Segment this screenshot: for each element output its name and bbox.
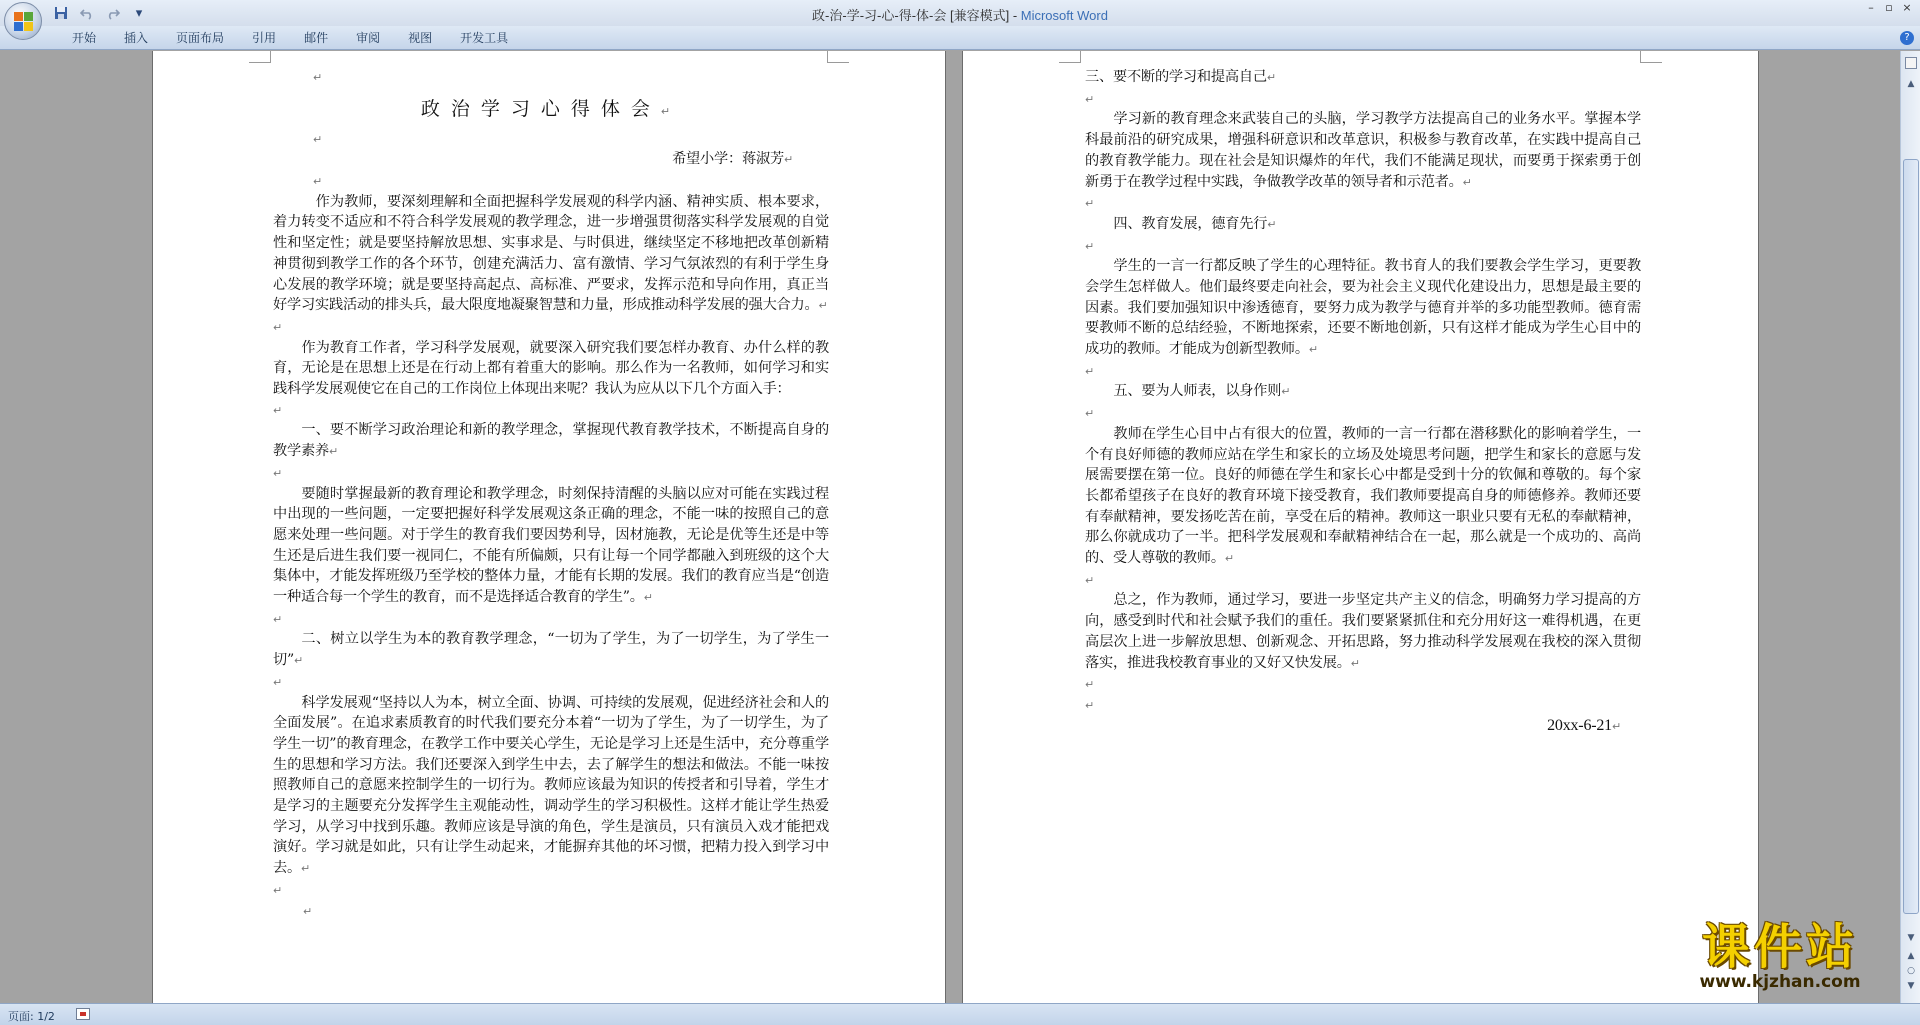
margin-corner-mark: [1059, 51, 1081, 63]
empty-paragraph: ↵: [273, 403, 283, 417]
tab-page-layout[interactable]: 页面布局: [176, 31, 225, 45]
empty-paragraph: ↵: [313, 132, 323, 146]
window-controls: [1864, 2, 1914, 16]
ruler-toggle-icon[interactable]: [1905, 57, 1917, 69]
author-line: 希望小学：蒋淑芳↵: [672, 151, 793, 168]
restore-icon[interactable]: ▫: [1885, 1, 1893, 14]
document-date: 20xx-6-21↵: [1547, 716, 1621, 734]
body-paragraph: 科学发展观“坚持以人为本，树立全面、协调、可持续的发展观，促进经济社会和人的全面发展”。在追求素质教育的时代我们要充分本着“一切为了学生，为了一切学生，为了学生一切”的教育理念，在教学工作中要关心学生，无论是学习上还是生活中，充分尊重学生的思想和学习方法。我们还要深入到学生中去，去了解学生的想法和做法。不能一味按照教师自己的意愿来控制学生的一切行为。教师应该最为知识的传授者和引导着，学生才是学习的主题要充分发挥学生主观能动性，调动学生的学习积极性。这样才能让学生热爱学习，从学习中找到乐趣。教师应该是导演的角色，学生是演员，只有演员入戏才能把戏演好。学习就是如此，只有让学生动起来，才能摒弃其他的坏习惯，把精力投入到学习中去。↵: [273, 694, 829, 877]
body-paragraph: 学生的一言一行都反映了学生的心理特征。教书育人的我们要教会学生学习，更要教会学生怎样做人。他们最终要走向社会，要为社会主义现代化建设出力，思想是最主要的因素。我们要加强知识中渗透德育，要努力成为教学与德育并举的多功能型教师。德育需要教师不断的总结经验，不断地探索，还要不断地创新，只有这样才能成为学生心目中的成功的教师。才能成为创新型教师。↵: [1085, 258, 1641, 358]
empty-paragraph: ↵: [1085, 239, 1095, 253]
watermark-url: www.kjzhan.com: [1699, 972, 1861, 992]
empty-paragraph: ↵: [313, 175, 323, 189]
page-1[interactable]: [152, 51, 946, 1003]
tab-mailings[interactable]: 邮件: [304, 31, 329, 45]
margin-corner-mark: [827, 51, 849, 63]
section-heading: 三、要不断的学习和提高自己↵: [1085, 69, 1276, 85]
vertical-scrollbar[interactable]: [1900, 51, 1920, 1003]
empty-paragraph: ↵: [303, 904, 313, 918]
app-name: Microsoft Word: [1020, 8, 1108, 23]
help-icon[interactable]: ?: [1900, 31, 1914, 45]
tab-review[interactable]: 审阅: [356, 31, 381, 45]
empty-paragraph: ↵: [1085, 197, 1095, 211]
empty-paragraph: ↵: [1085, 407, 1095, 421]
minimize-icon[interactable]: –: [1868, 1, 1874, 14]
empty-paragraph: ↵: [273, 883, 283, 897]
section-heading: 一、要不断学习政治理论和新的教学理念，掌握现代教育教学技术，不断提高自身的教学素养↵: [273, 422, 829, 460]
body-paragraph: 学习新的教育理念来武装自己的头脑，学习教学方法提高自己的业务水平。掌握本学科最前沿的研究成果，增强科研意识和改革意识，积极参与教育改革，在实践中提高自己的教育教学能力。现在社会是知识爆炸的年代，我们不能满足现状，而要勇于探索勇于创新勇于在教学过程中实践，争做教学改革的领导者和示范者。↵: [1085, 111, 1641, 190]
page-count[interactable]: 页面: 1/2: [8, 1010, 55, 1023]
margin-corner-mark: [249, 51, 271, 63]
page-2-text[interactable]: [1085, 67, 1641, 737]
margin-corner-mark: [1640, 51, 1662, 63]
document-title: 政治学习心得体会↵: [420, 97, 682, 120]
watermark-title: 课件站: [1701, 919, 1858, 975]
scrollbar-thumb[interactable]: [1903, 159, 1919, 914]
empty-paragraph: ↵: [1085, 92, 1095, 106]
title-bar: [0, 0, 1920, 26]
empty-paragraph: ↵: [1085, 573, 1095, 587]
scroll-up-icon[interactable]: ▲: [1907, 79, 1915, 89]
empty-paragraph: ↵: [273, 612, 283, 626]
tab-home[interactable]: 开始: [72, 31, 97, 45]
section-heading: 四、教育发展，德育先行↵: [1113, 215, 1277, 232]
page-1-text[interactable]: [273, 67, 829, 921]
empty-paragraph: ↵: [273, 675, 283, 689]
body-paragraph: 总之，作为教师，通过学习，要进一步坚定共产主义的信念，明确努力学习提高的方向，感受到时代和社会赋予我们的重任。我们要紧紧抓住和充分用好这一难得机遇，在更高层次上进一步解放思想、创新观念、开拓思路，努力推动科学发展观在我校的深入贯彻落实，推进我校教育事业的又好又快发展。↵: [1085, 592, 1641, 671]
section-heading: 五、要为人师表，以身作则↵: [1113, 383, 1291, 400]
document-area: [0, 51, 1900, 1003]
body-paragraph: 要随时掌握最新的教育理论和教学理念，时刻保持清醒的头脑以应对可能在实践过程中出现的一些问题，一定要把握好科学发展观这条正确的理念，不能一味的按照自己的意愿来处理一些问题。对于学生的教育我们要因势利导，因材施教，无论是优等生还是中等生还是后进生我们要一视同仁，不能有所偏颇，只有让每一个同学都融入到班级的这个大集体中，才能发挥班级乃至学校的整体力量，才能有长期的发展。我们的教育应当是“创造一种适合每一个学生的教育，而不是选择适合教育的学生”。↵: [273, 485, 829, 606]
empty-paragraph: ↵: [1085, 678, 1095, 692]
status-bar: [0, 1003, 1920, 1025]
body-paragraph: 作为教育工作者，学习科学发展观，就要深入研究我们要怎样办教育、办什么样的教育，无论是在思想上还是在行动上都有着重大的影响。那么作为一名教师，如何学习和实践科学发展观使它在自己的工作岗位上体现出来呢？我认为应从以下几个方面入手：: [273, 339, 829, 398]
close-icon[interactable]: ×: [1902, 1, 1912, 14]
ribbon-tabs: [58, 30, 522, 47]
tab-insert[interactable]: 插入: [124, 31, 149, 45]
empty-paragraph: ↵: [273, 320, 283, 334]
ribbon: [0, 26, 1920, 50]
page-2[interactable]: [962, 51, 1759, 1003]
chevron-down-icon[interactable]: ▾: [135, 5, 143, 21]
office-button[interactable]: [4, 2, 42, 40]
tab-view[interactable]: 视图: [408, 31, 433, 45]
empty-paragraph: ↵: [1085, 364, 1095, 378]
empty-paragraph: ↵: [313, 71, 323, 84]
empty-paragraph: ↵: [273, 466, 283, 480]
browse-object-icon[interactable]: ○: [1907, 966, 1915, 976]
site-watermark-logo: [1665, 920, 1895, 992]
scroll-down-icon[interactable]: ▼: [1907, 933, 1915, 943]
tab-developer[interactable]: 开发工具: [460, 31, 509, 45]
next-page-icon[interactable]: ▼: [1907, 981, 1915, 991]
window-title: 政-治-学-习-心-得-体-会 [兼容模式] - Microsoft Word: [812, 8, 1108, 23]
empty-paragraph: ↵: [1085, 698, 1095, 712]
section-heading: 二、树立以学生为本的教育教学理念，“一切为了学生，为了一切学生，为了学生一切”↵: [273, 631, 829, 669]
document-name: 政-治-学-习-心-得-体-会 [兼容模式]: [812, 8, 1010, 23]
body-paragraph: 作为教师，要深刻理解和全面把握科学发展观的科学内涵、精神实质、根本要求，着力转变不适应和不符合科学发展观的教学理念，进一步增强贯彻落实科学发展观的自觉性和坚定性；就是要坚持解放思想、实事求是、与时俱进，继续坚定不移地把改革创新精神贯彻到教学工作的各个环节，创建充满活力、富有激情、学习气氛浓烈的有利于学生身心发展的教学环境；就是要坚持高起点、高标准、严要求，发挥示范和导向作用，真正当好学习实践活动的排头兵，最大限度地凝聚智慧和力量，形成推动科学发展的强大合力。↵: [273, 193, 829, 314]
office-logo-icon: [14, 12, 34, 32]
previous-page-icon[interactable]: ▲: [1907, 951, 1915, 961]
tab-references[interactable]: 引用: [252, 31, 277, 45]
body-paragraph: 教师在学生心目中占有很大的位置，教师的一言一行都在潜移默化的影响着学生，一个有良好师德的教师应站在学生和家长的立场及处境思考问题，把学生和家长的意愿与发展需要摆在第一位。良好的师德在学生和家长心中都是受到十分的钦佩和尊敬的。每个家长都希望孩子在良好的教育环境下接受教育，我们教师要提高自身的师德修养。教师还要有奉献精神，要发扬吃苦在前，享受在后的精神。教师这一职业只要有无私的奉献精神，那么你就成功了一半。把科学发展观和奉献精神结合在一起，那么就是一个成功的、高尚的、受人尊敬的教师。↵: [1085, 425, 1641, 567]
macro-record-icon[interactable]: [76, 1008, 90, 1020]
